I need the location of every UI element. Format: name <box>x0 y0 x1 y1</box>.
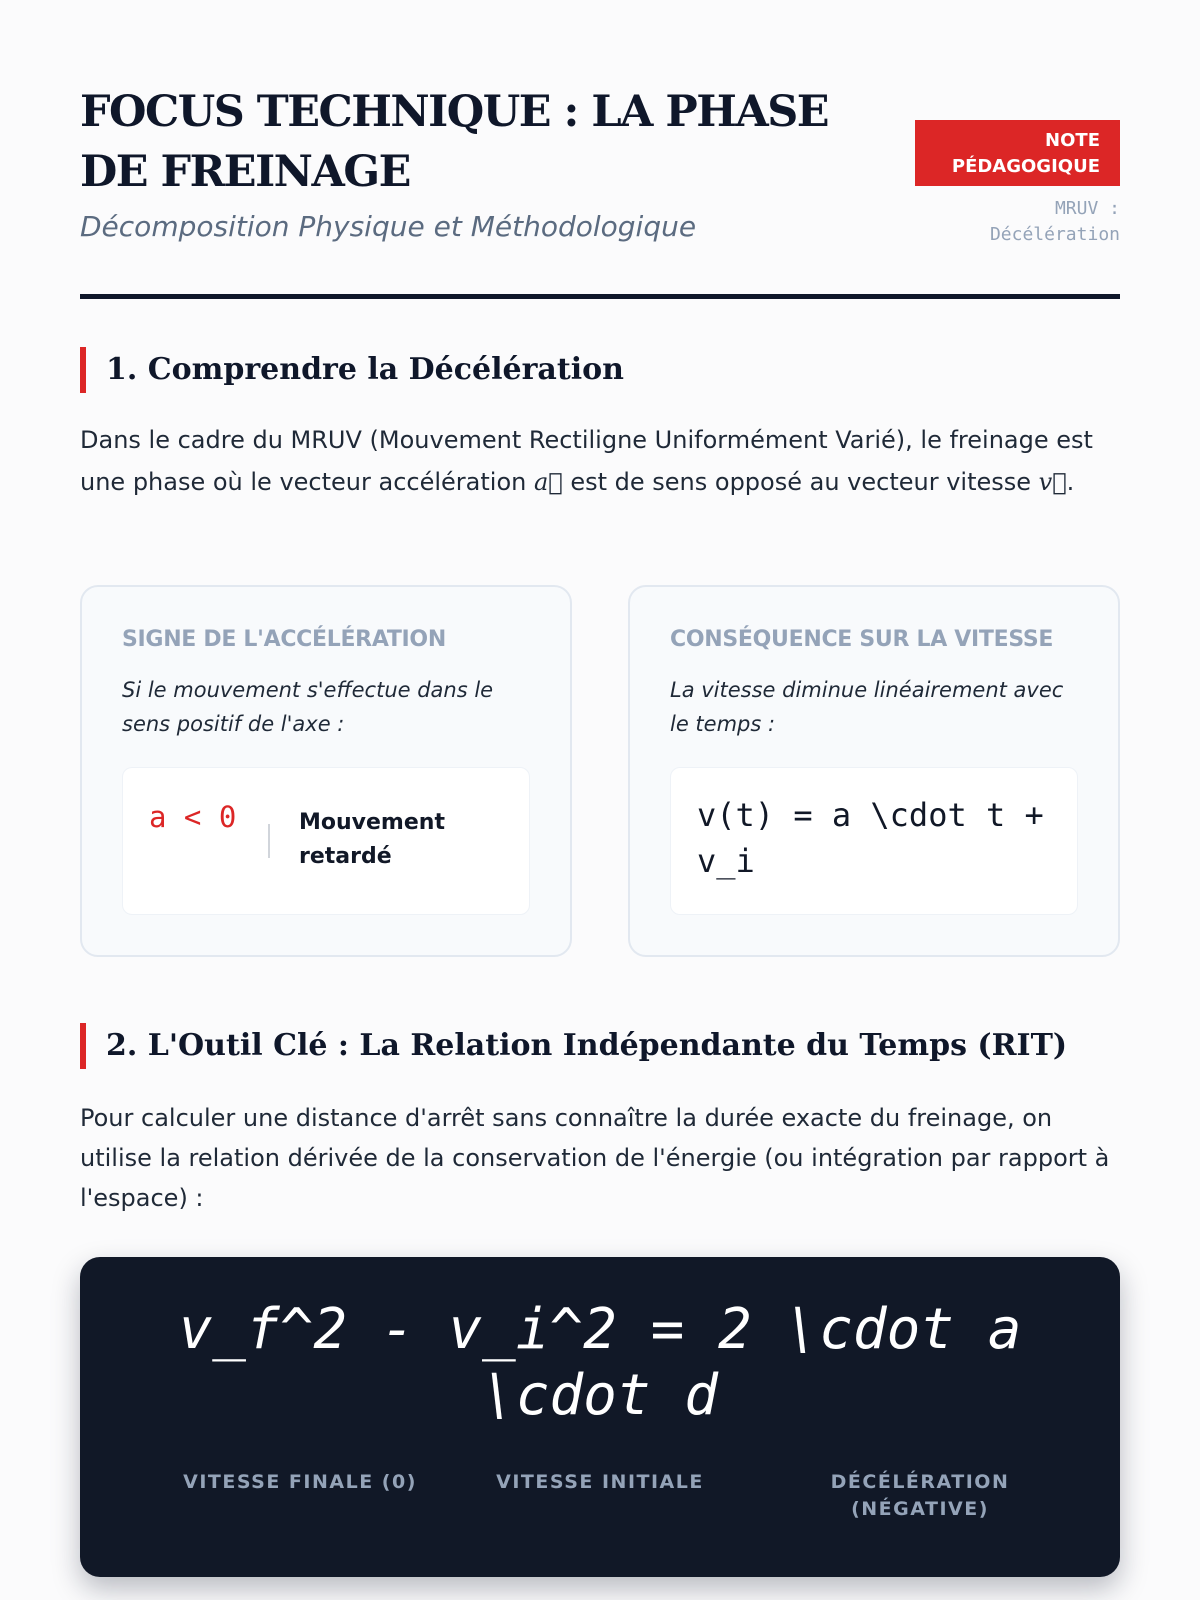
page-subtitle: Décomposition Physique et Méthodologique <box>80 210 697 243</box>
topic-tag: MRUV : Décélération <box>989 198 1120 245</box>
formula-box <box>670 767 1078 915</box>
rit-formula-box <box>80 1257 1120 1577</box>
note-badge: NOTE PÉDAGOGIQUE <box>915 120 1120 186</box>
card-label: SIGNE DE L'ACCÉLÉRATION <box>122 627 446 652</box>
section-2-paragraph: Pour calculer une distance d'arrêt sans connaître la durée exacte du freinage, on utilise la relation dérivée de la conservation de l'énergie (ou intégration par rapport à l'espace) : <box>80 1104 1110 1212</box>
inequality-expression: a < 0 <box>149 800 237 834</box>
vertical-divider <box>268 824 270 858</box>
rit-formula: v_f^2 - v_i^2 = 2 \cdot a \cdot d <box>178 1297 1022 1428</box>
section-1-text-c: . <box>1066 468 1075 496</box>
page-title: FOCUS TECHNIQUE : LA PHASE DE FREINAGE <box>80 87 829 197</box>
card-label: CONSÉQUENCE SUR LA VITESSE <box>670 627 1054 652</box>
acceleration-sign-card <box>80 585 572 957</box>
acceleration-vector-symbol: a⃗ <box>533 468 563 496</box>
section-1-text-b: est de sens opposé au vecteur vitesse <box>562 468 1039 496</box>
card-description: La vitesse diminue linéairement avec le temps : <box>670 678 1064 736</box>
document-header <box>80 82 1120 302</box>
header-divider <box>80 294 1120 299</box>
legend-deceleration: DÉCÉLÉRATION (NÉGATIVE) <box>830 1471 1010 1520</box>
velocity-consequence-card <box>628 585 1120 957</box>
section-1-title: 1. Comprendre la Décélération <box>80 347 1120 393</box>
card-description: Si le mouvement s'effectue dans le sens positif de l'axe : <box>122 678 494 736</box>
velocity-vector-symbol: v⃗ <box>1038 468 1067 496</box>
section-1-text-a: Dans le cadre du MRUV (Mouvement Rectiligne Uniformément Varié), le freinage est une phase où le vecteur accélération <box>80 426 1093 496</box>
velocity-formula: v(t) = a \cdot t + v_i <box>697 796 1044 880</box>
inequality-box <box>122 767 530 915</box>
section-1-paragraph <box>80 419 1120 503</box>
legend-final-velocity: VITESSE FINALE (0) <box>183 1471 417 1493</box>
section-2-title: 2. L'Outil Clé : La Relation Indépendante du Temps (RIT) <box>80 1023 1120 1069</box>
inequality-label: Mouvement retardé <box>299 810 445 869</box>
legend-initial-velocity: VITESSE INITIALE <box>496 1471 704 1493</box>
